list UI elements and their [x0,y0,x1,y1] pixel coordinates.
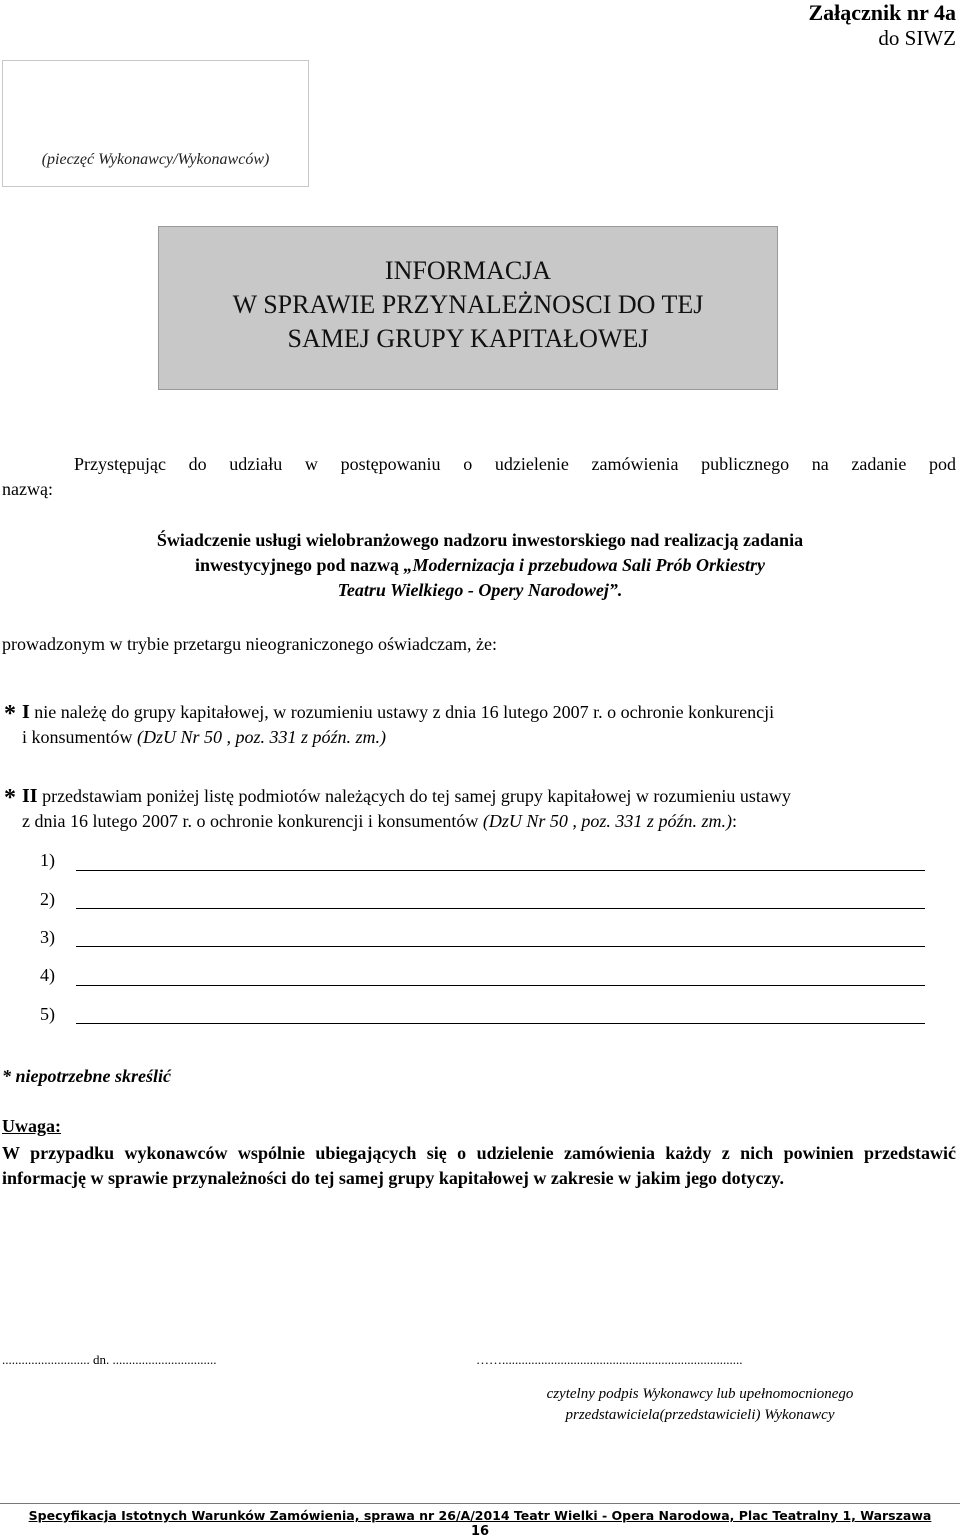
contractor-stamp-box [2,60,309,187]
list-item-number: 3) [40,927,55,947]
document-title-box [158,226,778,390]
subject-prefix: inwestycyjnego pod nazwą [194,555,404,575]
footer-text: Specyfikacja Istotnych Warunków Zamówienia, sprawa nr 26/A/2014 Teatr Wielki - Opera Narodowa, Plac Teatralny 1, Warszawa [28,1508,932,1523]
option-2-numeral: II [22,785,38,807]
option-2-text-cont: z dnia 16 lutego 2007 r. o ochronie konkurencji i konsumentów [22,811,483,831]
option-2-marker: * [4,785,16,811]
subject-project-name-end: Teatru Wielkiego - Opery Narodowej”. [337,580,623,600]
note-heading: Uwaga: [2,1116,61,1136]
option-2-line-1 [22,784,956,809]
subject-project-name: „Modernizacja i przebudowa Sali Prób Orkiestry [403,555,766,575]
option-2-colon: : [731,811,737,831]
option-2-law-ref: (DzU Nr 50 , poz. 331 z późn. zm.) [482,811,732,831]
option-1-line-2 [22,725,956,750]
list-entry-line-2[interactable] [76,908,925,909]
contract-subject [100,528,860,603]
subject-line-2 [100,553,860,578]
option-1-numeral: I [22,701,30,723]
list-item-number: 5) [40,1004,55,1024]
subject-line-3 [100,578,860,603]
list-entry-line-5[interactable] [76,1023,925,1024]
signature-caption [490,1384,910,1426]
list-entry-line-4[interactable] [76,985,925,986]
procedure-statement: prowadzonym w trybie przetargu nieograniczonego oświadczam, że: [2,634,497,654]
title-line-1: INFORMACJA [384,256,552,285]
stamp-label: (pieczęć Wykonawcy/Wykonawców) [41,151,270,168]
page-number: 16 [470,1524,490,1539]
annex-subtitle: do SIWZ [878,26,956,50]
place-date-field[interactable]: ........................... dn. ................................ [2,1352,217,1367]
title-line-2: W SPRAWIE PRZYNALEŻNOSCI DO TEJ [232,290,704,319]
option-1-line-1 [22,700,956,725]
list-item-number: 4) [40,965,55,985]
subject-line-1: Świadczenie usługi wielobranżowego nadzoru inwestorskiego nad realizacją zadania [156,530,804,550]
option-1-text-cont: i konsumentów [22,727,137,747]
option-2-text: przedstawiam poniżej listę podmiotów należących do tej samej grupy kapitałowej w rozumieniu ustawy [37,786,791,806]
list-entry-line-1[interactable] [76,870,925,871]
title-line-3: SAMEJ GRUPY KAPITAŁOWEJ [287,324,649,353]
signature-field[interactable]: …….......................................................................... [476,1352,743,1367]
option-2-line-2 [22,809,956,834]
option-2[interactable] [0,784,960,834]
intro-text-end: nazwą: [2,479,53,499]
option-1-text: nie należę do grupy kapitałowej, w rozumieniu ustawy z dnia 16 lutego 2007 r. o ochronie konkurencji [29,702,775,722]
note-text: W przypadku wykonawców wspólnie ubiegających się o udzielenie zamówienia każdy z nich powinien przedstawić informację w sprawie przynależności do tej samej grupy kapitałowej w zakresie w jakim jego dotyczy. [2,1143,956,1188]
intro-text: Przystępując do udziału w postępowaniu o udzielenie zamówienia publicznego na zadanie pod [74,454,956,474]
annex-title: Załącznik nr 4a [808,0,956,25]
option-1-law-ref: (DzU Nr 50 , poz. 331 z późn. zm.) [137,727,387,747]
footer-divider [0,1503,960,1504]
strike-out-note: * niepotrzebne skreślić [2,1066,171,1086]
list-entry-line-3[interactable] [76,946,925,947]
option-1-marker: * [4,701,16,727]
signature-caption-line-1: czytelny podpis Wykonawcy lub upełnomocnionego [546,1386,854,1402]
signature-caption-line-2: przedstawiciela(przedstawicieli) Wykonawcy [565,1407,835,1423]
list-item-number: 1) [40,850,55,870]
list-item-number: 2) [40,889,55,909]
option-1[interactable] [0,700,960,750]
